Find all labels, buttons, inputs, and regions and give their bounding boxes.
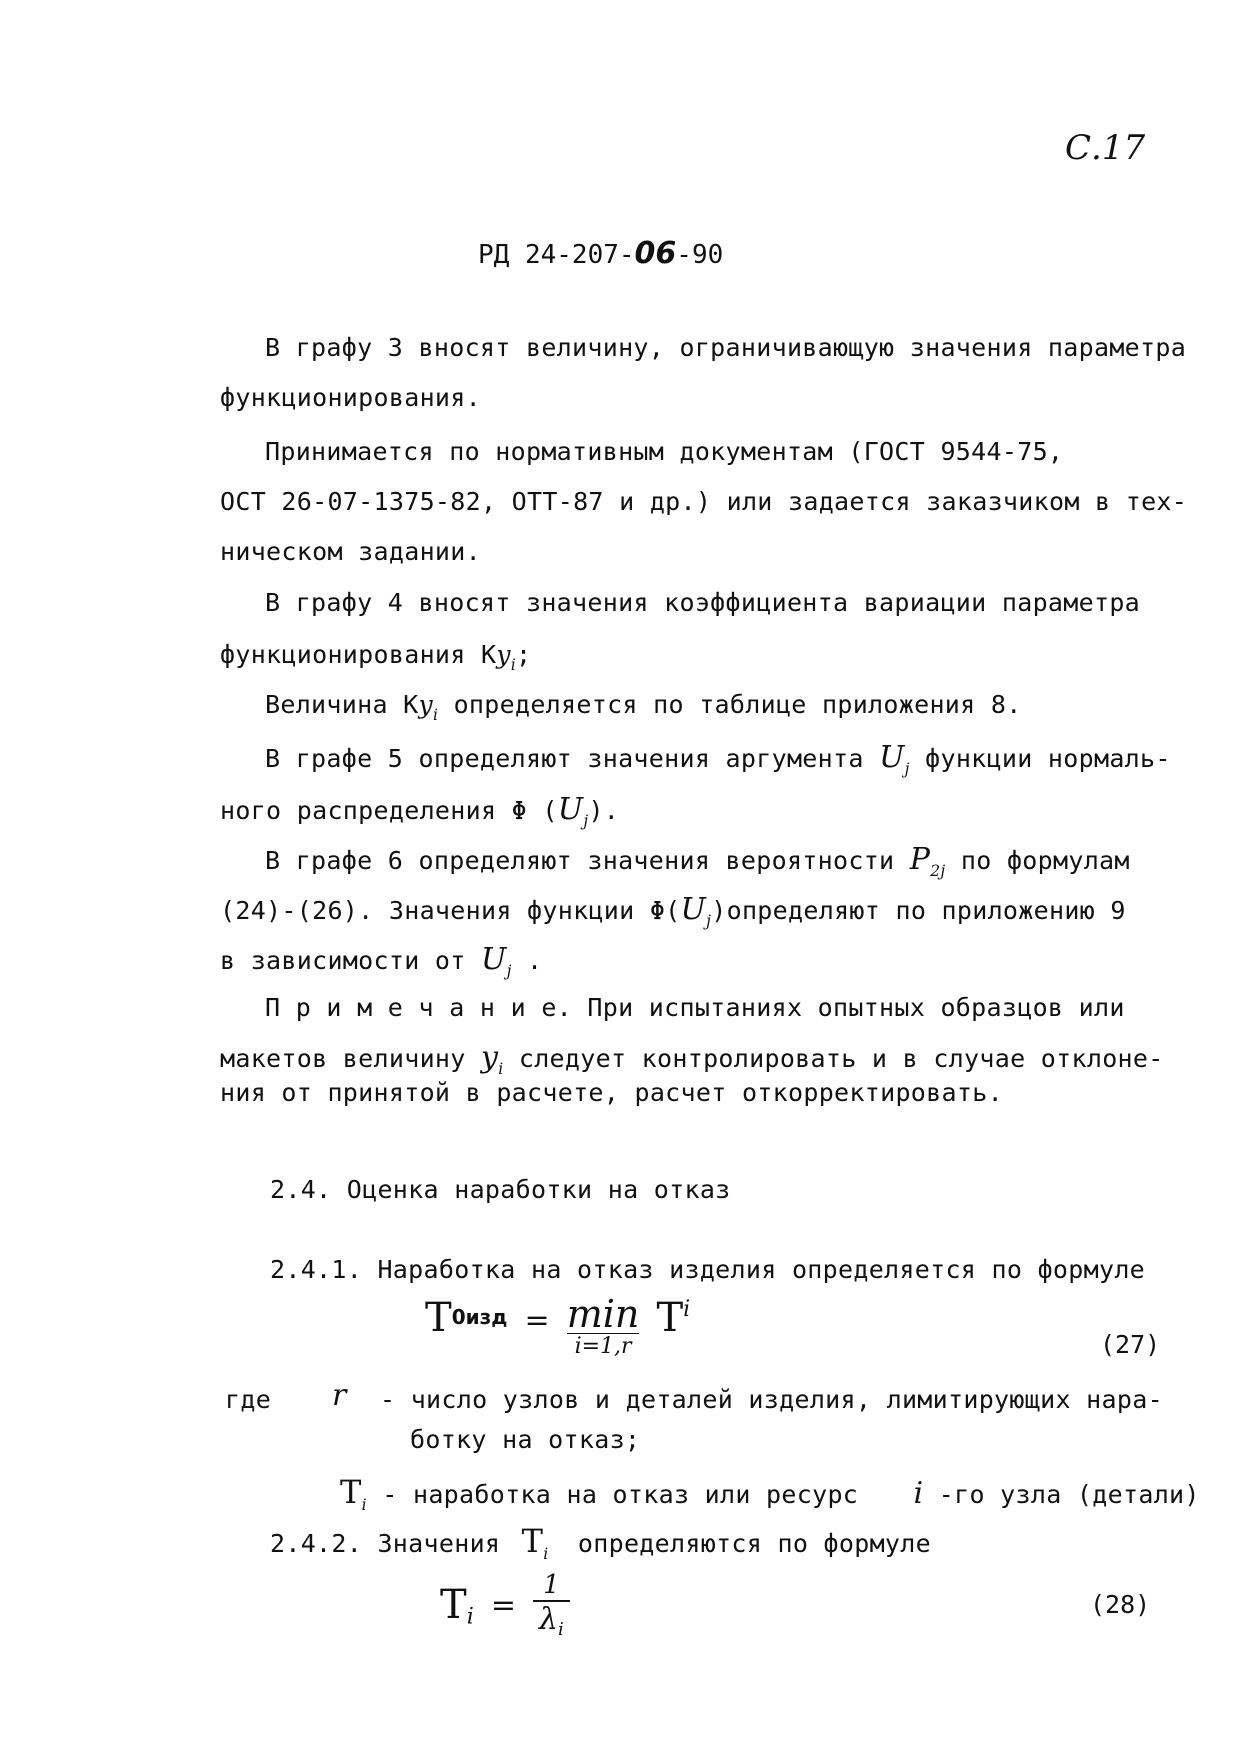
- para1-line2: функционирования.: [220, 383, 481, 412]
- para2-line2: ОСТ 26-07-1375-82, ОТТ-87 и др.) или задается заказчиком в тех-: [220, 487, 1188, 516]
- doc-code-prefix: РД 24-207-: [478, 240, 635, 270]
- where-t-line: [340, 1473, 1200, 1514]
- f27-rhs: T: [656, 1295, 684, 1341]
- para3-text: функционирования К: [220, 640, 497, 669]
- para5-line2-post: ).: [588, 796, 620, 825]
- para5-line2-pre: ного распределения Φ (: [220, 796, 558, 825]
- f27-min-limits: i=1,r: [567, 1333, 640, 1360]
- section-heading: 2.4. Оценка наработки на отказ: [270, 1175, 731, 1204]
- var-u: U: [680, 892, 707, 927]
- var-sub-j: j: [506, 961, 512, 980]
- para6-line2-post: )определяют по приложению 9: [711, 896, 1126, 925]
- where-r-text2: ботку на отказ;: [410, 1425, 641, 1454]
- para3-end: ;: [516, 640, 532, 669]
- para6-line3: [220, 942, 542, 980]
- f27-rhs-sub: i: [683, 1297, 691, 1322]
- var-u: U: [480, 942, 507, 977]
- var-sub-2j: 2j: [930, 861, 946, 880]
- doc-code-number: 06: [634, 236, 677, 271]
- note-line2-post: следует контролировать и в случае отклоне-: [503, 1044, 1164, 1073]
- f27-lhs-sub: 0изд: [451, 1305, 508, 1329]
- para5-line1: [265, 740, 1171, 778]
- formula-27: [425, 1292, 691, 1360]
- doc-code-suffix: -90: [676, 240, 724, 270]
- where-r-text: - число узлов и деталей изделия, лимитирующих нара-: [380, 1385, 1163, 1414]
- where-t-i: i: [913, 1476, 924, 1511]
- var-u: U: [557, 792, 584, 827]
- equation-number-28: (28): [1090, 1590, 1151, 1619]
- sec-2-4-2: [270, 1522, 931, 1563]
- para2-line3: ническом задании.: [220, 537, 481, 566]
- var-u: U: [879, 740, 905, 775]
- para6-pre: В графе 6 определяют значения вероятности: [265, 846, 910, 875]
- f28-denominator: [533, 1602, 570, 1640]
- equation-number-27: (27): [1100, 1330, 1161, 1359]
- sec242-sub: i: [543, 1544, 549, 1563]
- f28-lhs-sub: i: [466, 1604, 474, 1630]
- var-sub-j: j: [583, 811, 589, 830]
- para1-line1: В графу 3 вносят величину, ограничивающую значения параметра: [265, 333, 1187, 362]
- where-t-end: -го узла (детали): [923, 1480, 1200, 1509]
- where-t-text: - наработка на отказ или ресурс: [366, 1480, 874, 1509]
- para3-line2: [220, 640, 531, 674]
- para6-line3-pre: в зависимости от: [220, 946, 481, 975]
- var-sub-i: i: [498, 1059, 504, 1078]
- var-sub-j: j: [904, 759, 910, 778]
- var-y: y: [480, 1040, 499, 1075]
- para6-post: по формулам: [945, 846, 1130, 875]
- sec242-var: T: [521, 1522, 544, 1560]
- f28-numerator: 1: [533, 1570, 570, 1602]
- where-word: где: [225, 1385, 272, 1414]
- sec-2-4-1: 2.4.1. Наработка на отказ изделия определяется по формуле: [270, 1255, 1146, 1284]
- var-sub-i: i: [432, 705, 439, 724]
- var-p: P: [909, 842, 931, 877]
- note-line1: П р и м е ч а н и е. При испытаниях опытных образцов или: [265, 993, 1125, 1022]
- note-line2: [220, 1040, 1164, 1078]
- para6-line2: [220, 892, 1126, 930]
- formula-28: [440, 1570, 570, 1640]
- f28-lambda-sub: i: [557, 1619, 564, 1640]
- para2-line1: Принимается по нормативным документам (ГОСТ 9544-75,: [265, 437, 1064, 466]
- var-sub-j: j: [706, 911, 712, 930]
- where-r-var: r: [332, 1378, 347, 1413]
- where-t-sub: i: [361, 1495, 367, 1514]
- para5-pre: В графе 5 определяют значения аргумента: [265, 744, 880, 773]
- f28-lhs: T: [440, 1582, 467, 1628]
- var-y: y: [496, 640, 511, 669]
- f28-lambda: λ: [538, 1602, 558, 1637]
- sec242-post: определяются по формуле: [562, 1529, 931, 1558]
- para5-line2: [220, 792, 619, 830]
- page-number: С.17: [1065, 128, 1146, 168]
- f27-min-op: min: [566, 1292, 640, 1336]
- para6-line1: [265, 842, 1130, 880]
- para6-line2-pre: (24)-(26). Значения функции Φ(: [220, 896, 681, 925]
- where-t-var: T: [340, 1473, 362, 1511]
- f28-eq: =: [490, 1587, 516, 1623]
- f27-min: [566, 1292, 640, 1360]
- sec242-pre: 2.4.2. Значения: [270, 1529, 516, 1558]
- para4-line: [265, 690, 1022, 724]
- note-line3: ния от принятой в расчете, расчет откорректировать.: [220, 1078, 1003, 1107]
- para4-post: определяется по таблице приложения 8.: [438, 690, 1022, 719]
- f27-lhs: T: [425, 1295, 452, 1341]
- f27-eq: =: [524, 1303, 550, 1338]
- para3-line1: В графу 4 вносят значения коэффициента вариации параметра: [265, 588, 1141, 617]
- var-sub-i: i: [510, 655, 517, 674]
- para6-line3-post: .: [511, 946, 543, 975]
- para5-post: функции нормаль-: [909, 744, 1171, 773]
- document-code: [478, 236, 723, 271]
- var-y: y: [418, 690, 433, 719]
- para4-pre: Величина К: [265, 690, 419, 719]
- f28-fraction: [533, 1570, 570, 1640]
- note-line2-pre: макетов величину: [220, 1044, 481, 1073]
